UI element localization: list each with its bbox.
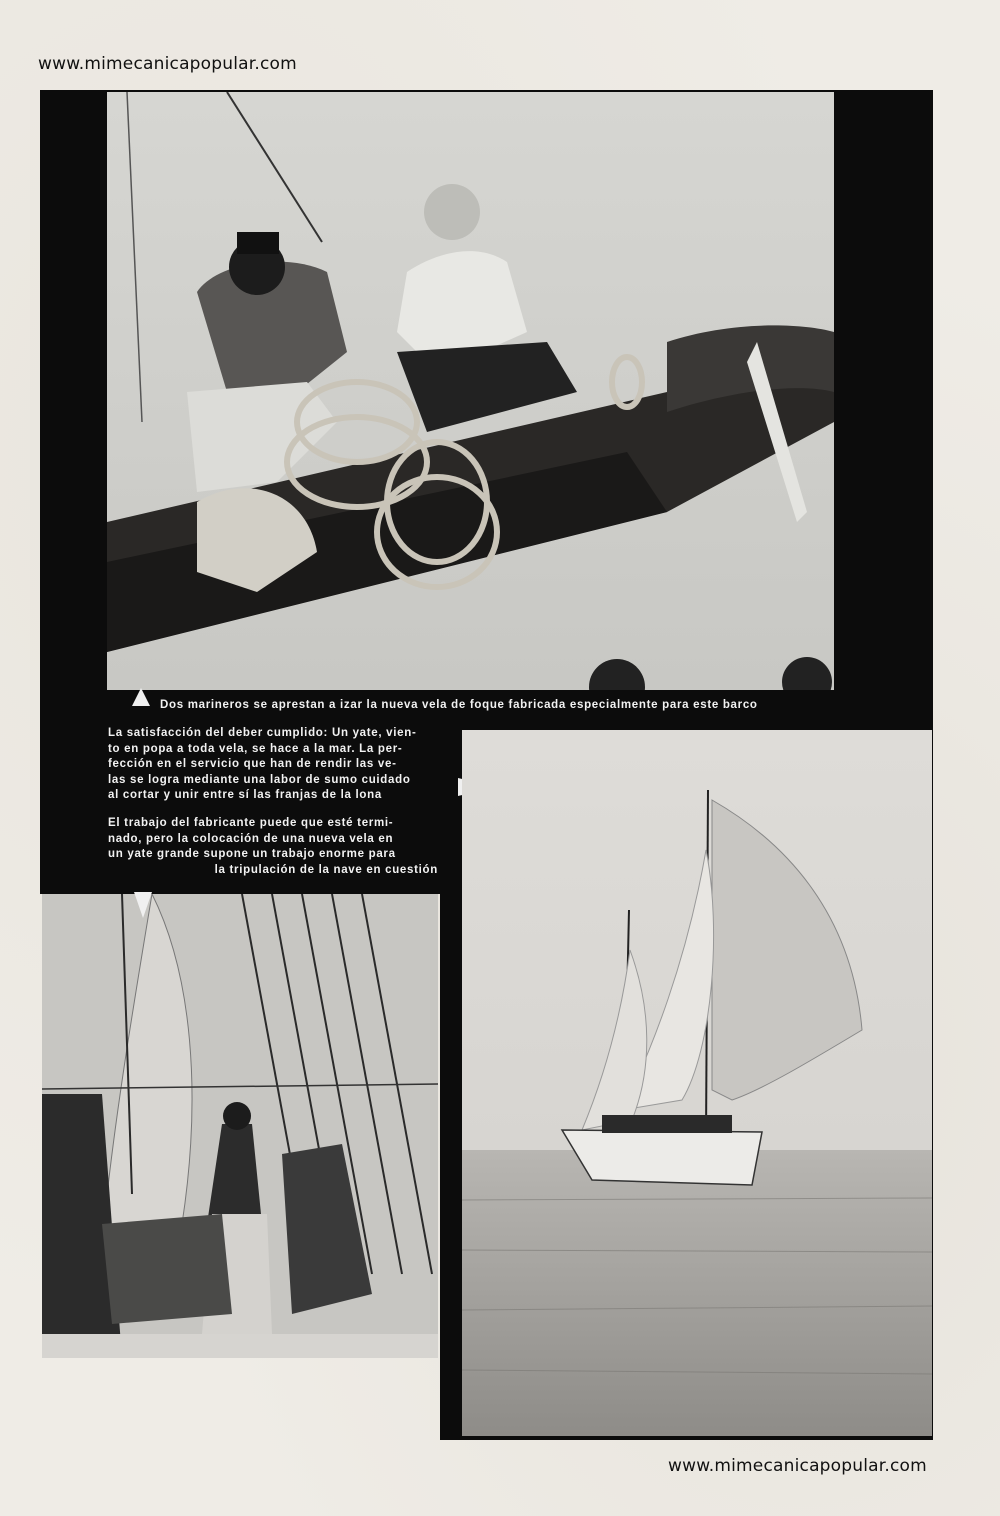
yacht-under-sail-photo: [462, 730, 932, 1436]
caption-line: las se logra mediante una labor de sumo cuidado: [108, 773, 411, 786]
watermark-top[interactable]: www.mimecanicapopular.com: [38, 54, 297, 74]
yacht-photo-caption: [108, 726, 438, 804]
caption-arrow-up-icon: [132, 688, 150, 706]
caption-line: al cortar y unir entre sí las franjas de la lona: [108, 789, 382, 801]
deck-photo-caption: [108, 816, 438, 878]
caption-line: El trabajo del fabricante puede que esté termi-: [108, 817, 394, 829]
caption-arrow-down-icon: [134, 892, 152, 918]
top-photo-caption: Dos marineros se aprestan a izar la nueva vela de foque fabricada especialmente para este barco: [160, 699, 758, 711]
caption-line: nado, pero la colocación de una nueva vela en: [108, 832, 394, 845]
caption-line: fección en el servicio que han de rendir las ve-: [108, 758, 397, 770]
sailors-on-bowsprit-photo: [107, 92, 834, 690]
caption-line: la tripulación de la nave en cuestión: [214, 863, 438, 876]
caption-line: un yate grande supone un trabajo enorme para: [108, 848, 396, 860]
watermark-bottom[interactable]: www.mimecanicapopular.com: [668, 1456, 927, 1476]
caption-line: La satisfacción del deber cumplido: Un yate, vien-: [108, 727, 417, 739]
caption-line: to en popa a toda vela, se hace a la mar. La per-: [108, 742, 403, 755]
crew-on-deck-photo: [42, 894, 438, 1358]
